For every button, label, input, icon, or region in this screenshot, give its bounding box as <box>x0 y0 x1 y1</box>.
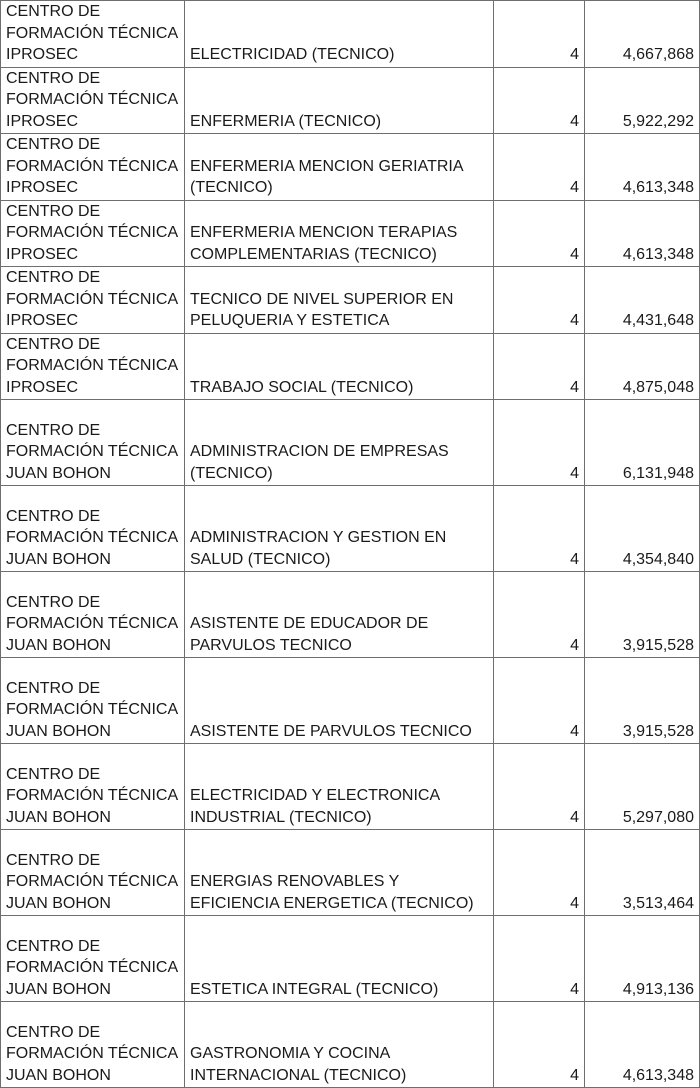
program-cell: TRABAJO SOCIAL (TECNICO) <box>185 333 494 400</box>
years-cell: 4 <box>494 916 585 1002</box>
program-cell: ASISTENTE DE PARVULOS TECNICO <box>185 658 494 744</box>
years-cell: 4 <box>494 200 585 267</box>
table-row <box>1 200 700 267</box>
table-row <box>1 572 700 658</box>
years-cell: 4 <box>494 830 585 916</box>
program-cell: TECNICO DE NIVEL SUPERIOR EN PELUQUERIA Y ESTETICA <box>185 267 494 334</box>
program-cell: ESTETICA INTEGRAL (TECNICO) <box>185 916 494 1002</box>
table-row <box>1 658 700 744</box>
institution-cell: CENTRO DE FORMACIÓN TÉCNICA IPROSEC <box>1 267 185 334</box>
institution-cell: CENTRO DE FORMACIÓN TÉCNICA JUAN BOHON <box>1 830 185 916</box>
years-cell: 4 <box>494 333 585 400</box>
institution-cell: CENTRO DE FORMACIÓN TÉCNICA JUAN BOHON <box>1 916 185 1002</box>
table-row <box>1 1 700 68</box>
amount-cell: 4,613,348 <box>585 134 700 201</box>
amount-cell: 4,431,648 <box>585 267 700 334</box>
amount-cell: 5,922,292 <box>585 67 700 134</box>
program-cell: ENFERMERIA MENCION GERIATRIA (TECNICO) <box>185 134 494 201</box>
years-cell: 4 <box>494 1 585 68</box>
amount-cell: 4,613,348 <box>585 200 700 267</box>
amount-cell: 4,913,136 <box>585 916 700 1002</box>
table-row <box>1 267 700 334</box>
amount-cell: 4,354,840 <box>585 486 700 572</box>
amount-cell: 4,613,348 <box>585 1002 700 1088</box>
institution-cell: CENTRO DE FORMACIÓN TÉCNICA JUAN BOHON <box>1 658 185 744</box>
amount-cell: 6,131,948 <box>585 400 700 486</box>
table-body <box>1 1 700 1088</box>
program-cell: ELECTRICIDAD (TECNICO) <box>185 1 494 68</box>
amount-cell: 4,875,048 <box>585 333 700 400</box>
institution-cell: CENTRO DE FORMACIÓN TÉCNICA IPROSEC <box>1 67 185 134</box>
years-cell: 4 <box>494 67 585 134</box>
amount-cell: 3,915,528 <box>585 658 700 744</box>
amount-cell: 4,667,868 <box>585 1 700 68</box>
institution-cell: CENTRO DE FORMACIÓN TÉCNICA IPROSEC <box>1 200 185 267</box>
table-row <box>1 134 700 201</box>
table-row <box>1 486 700 572</box>
table-row <box>1 333 700 400</box>
years-cell: 4 <box>494 267 585 334</box>
program-cell: ASISTENTE DE EDUCADOR DE PARVULOS TECNICO <box>185 572 494 658</box>
years-cell: 4 <box>494 400 585 486</box>
institution-cell: CENTRO DE FORMACIÓN TÉCNICA JUAN BOHON <box>1 400 185 486</box>
institution-cell: CENTRO DE FORMACIÓN TÉCNICA IPROSEC <box>1 333 185 400</box>
program-cell: GASTRONOMIA Y COCINA INTERNACIONAL (TECNICO) <box>185 1002 494 1088</box>
program-cell: ENERGIAS RENOVABLES Y EFICIENCIA ENERGETICA (TECNICO) <box>185 830 494 916</box>
institution-cell: CENTRO DE FORMACIÓN TÉCNICA JUAN BOHON <box>1 744 185 830</box>
institution-cell: CENTRO DE FORMACIÓN TÉCNICA JUAN BOHON <box>1 572 185 658</box>
table-row <box>1 400 700 486</box>
program-cell: ADMINISTRACION Y GESTION EN SALUD (TECNICO) <box>185 486 494 572</box>
amount-cell: 3,513,464 <box>585 830 700 916</box>
program-cell: ADMINISTRACION DE EMPRESAS (TECNICO) <box>185 400 494 486</box>
years-cell: 4 <box>494 1002 585 1088</box>
years-cell: 4 <box>494 658 585 744</box>
years-cell: 4 <box>494 486 585 572</box>
table-row <box>1 744 700 830</box>
amount-cell: 3,915,528 <box>585 572 700 658</box>
program-cell: ELECTRICIDAD Y ELECTRONICA INDUSTRIAL (TECNICO) <box>185 744 494 830</box>
years-cell: 4 <box>494 744 585 830</box>
institution-cell: CENTRO DE FORMACIÓN TÉCNICA JUAN BOHON <box>1 1002 185 1088</box>
program-cell: ENFERMERIA (TECNICO) <box>185 67 494 134</box>
institution-cell: CENTRO DE FORMACIÓN TÉCNICA JUAN BOHON <box>1 486 185 572</box>
years-cell: 4 <box>494 572 585 658</box>
program-cell: ENFERMERIA MENCION TERAPIAS COMPLEMENTARIAS (TECNICO) <box>185 200 494 267</box>
years-cell: 4 <box>494 134 585 201</box>
table-row <box>1 67 700 134</box>
institution-cell: CENTRO DE FORMACIÓN TÉCNICA IPROSEC <box>1 134 185 201</box>
table-row <box>1 830 700 916</box>
institution-cell: CENTRO DE FORMACIÓN TÉCNICA IPROSEC <box>1 1 185 68</box>
table-row <box>1 1002 700 1088</box>
table-row <box>1 916 700 1002</box>
amount-cell: 5,297,080 <box>585 744 700 830</box>
